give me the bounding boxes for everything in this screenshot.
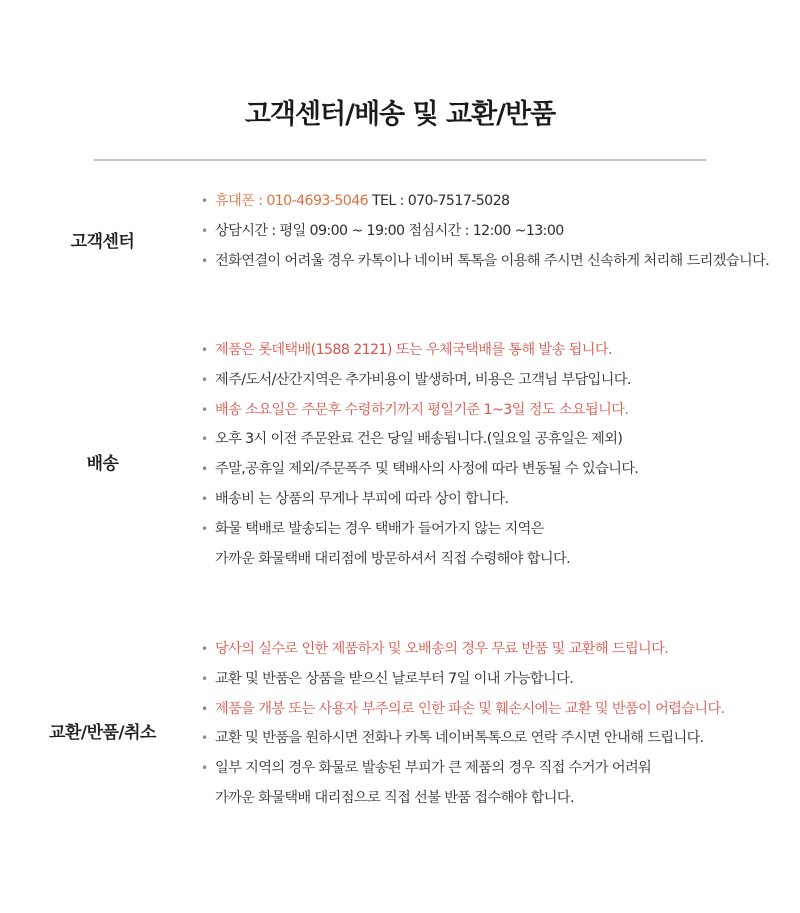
bullet-icon: • [201, 223, 208, 238]
bullet-icon: • [201, 671, 208, 686]
list-item [200, 635, 725, 665]
list-item [200, 724, 725, 754]
item-text: 배송비 는 상품의 무게나 부피에 따라 상이 합니다. [215, 490, 509, 507]
item-text: 가까운 화물택배 대리점에 방문하셔서 직접 수령해야 합니다. [215, 550, 570, 567]
item-text: 교환 및 반품은 상품을 받으신 날로부터 7일 이내 가능합니다. [215, 670, 574, 687]
section-label-exchange-return: 교환/반품/취소 [49, 723, 156, 743]
list-item-continuation [200, 784, 725, 814]
list-item-contact-note [200, 247, 769, 277]
list-item-phone [200, 187, 769, 217]
list-item [200, 665, 725, 695]
item-text: 배송 소요일은 주문후 수령하기까지 평일기준 1~3일 정도 소요됩니다. [215, 401, 629, 418]
item-text: 일부 지역의 경우 화물로 발송된 부피가 큰 제품의 경우 직접 수거가 어려워 [215, 760, 652, 777]
list-item [200, 336, 638, 366]
bullet-icon: • [201, 521, 208, 536]
bullet-icon: • [201, 432, 208, 447]
customer-center-list [200, 187, 769, 276]
bullet-icon: • [201, 462, 208, 477]
list-item [200, 425, 638, 455]
item-text: 상담시간 : 평일 09:00 ~ 19:00 점심시간 : 12:00 ~13:00 [215, 222, 564, 239]
item-text: 전화연결이 어려울 경우 카톡이나 네이버 톡톡을 이용해 주시면 신속하게 처리해 드리겠습니다. [215, 252, 770, 269]
bullet-icon: • [201, 731, 208, 746]
item-text: 제주/도서/산간지역은 추가비용이 발생하며, 비용은 고객님 부담입니다. [215, 371, 631, 388]
item-text: 교환 및 반품을 원하시면 전화나 카톡 네이버톡톡으로 연락 주시면 안내해 드립니다. [215, 730, 704, 747]
list-item [200, 754, 725, 784]
list-item [200, 366, 638, 396]
shipping-list [200, 336, 638, 574]
bullet-icon: • [201, 761, 208, 776]
item-text: 오후 3시 이전 주문완료 건은 당일 배송됩니다.(일요일 공휴일은 제외) [215, 431, 623, 448]
list-item [200, 515, 638, 545]
item-text: 제품을 개봉 또는 사용자 부주의로 인한 파손 및 훼손시에는 교환 및 반품이 어렵습니다. [215, 700, 725, 717]
list-item [200, 455, 638, 485]
bullet-icon: • [201, 642, 208, 656]
title-divider [94, 159, 706, 161]
bullet-icon: • [201, 194, 208, 208]
bullet-icon: • [201, 701, 208, 716]
bullet-icon: • [201, 343, 208, 357]
list-item [200, 695, 725, 725]
bullet-icon: • [201, 402, 208, 417]
item-text: 당사의 실수로 인한 제품하자 및 오배송의 경우 무료 반품 및 교환해 드립니다. [215, 641, 669, 657]
section-label-customer-center: 고객센터 [70, 232, 135, 252]
mobile-phone-number: 휴대폰 : 010-4693-5046 [215, 193, 369, 209]
section-label-shipping: 배송 [86, 454, 119, 474]
page-title: 고객센터/배송 및 교환/반품 [244, 99, 556, 130]
tel-number: TEL : 070-7517-5028 [368, 193, 510, 209]
item-text: 제품은 롯데택배(1588 2121) 또는 우체국택배를 통해 발송 됩니다. [215, 342, 612, 358]
bullet-icon: • [201, 253, 208, 268]
item-text: 주말,공휴일 제외/주문폭주 및 택배사의 사정에 따라 변동될 수 있습니다. [215, 461, 639, 478]
list-item-continuation [200, 545, 638, 575]
bullet-icon: • [201, 372, 208, 387]
list-item [200, 485, 638, 515]
exchange-return-list [200, 635, 725, 814]
item-text: 가까운 화물택배 대리점으로 직접 선불 반품 접수해야 합니다. [215, 789, 574, 806]
list-item [200, 396, 638, 426]
item-text: 화물 택배로 발송되는 경우 택배가 들어가지 않는 지역은 [215, 520, 544, 537]
list-item-hours [200, 217, 769, 247]
bullet-icon: • [201, 491, 208, 506]
